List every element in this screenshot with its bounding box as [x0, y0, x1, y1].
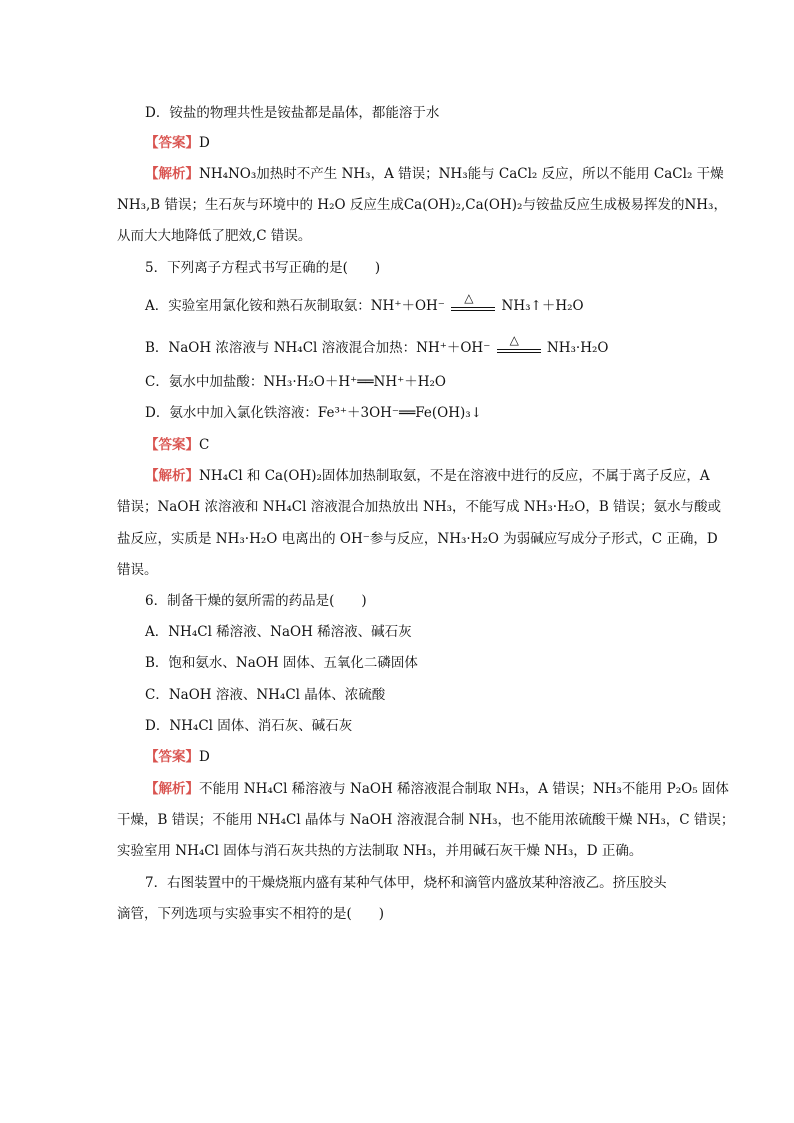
q4-explanation-line-3: 从而大大地降低了肥效,C 错误。 — [117, 228, 312, 244]
q6-explanation-line-2: 干燥，B 错误；不能用 NH₄Cl 晶体与 NaOH 溶液混合制 NH₃，也不能用浓硫酸干燥 NH₃，C 错误； — [117, 812, 735, 828]
explanation-tag: 【解析】 — [145, 781, 199, 797]
q6-stem: 6．制备干燥的氨所需的药品是( ) — [145, 593, 367, 609]
heat-condition-arrow — [495, 332, 543, 358]
q4-explanation-line-2: NH₃,B 错误；生石灰与环境中的 H₂O 反应生成Ca(OH)₂,Ca(OH)₂与铵盐反应生成极易挥发的NH₃， — [117, 197, 727, 213]
q5-option-a-right: NH₃↑＋H₂O — [501, 298, 584, 314]
answer-value: C — [199, 437, 210, 453]
q5-answer — [145, 436, 209, 454]
heat-triangle-icon: △ — [464, 290, 474, 305]
q6-option-a: A．NH₄Cl 稀溶液、NaOH 稀溶液、碱石灰 — [145, 624, 412, 640]
explanation-tag: 【解析】 — [145, 468, 199, 484]
q5-explanation-line-4: 错误。 — [117, 562, 158, 578]
answer-tag: 【答案】 — [145, 135, 199, 151]
q4-answer — [145, 134, 210, 152]
q5-option-b-left: B．NaOH 浓溶液与 NH₄Cl 溶液混合加热：NH⁺＋OH⁻ — [145, 340, 491, 356]
q7-stem-line-2: 滴管，下列选项与实验事实不相符的是( ) — [117, 906, 385, 922]
q5-option-a-left: A．实验室用氯化铵和熟石灰制取氨：NH⁺＋OH⁻ — [145, 298, 445, 314]
q6-explanation-line-1 — [145, 780, 729, 798]
q5-option-d: D．氨水中加入氯化铁溶液：Fe³⁺＋3OH⁻══Fe(OH)₃↓ — [145, 405, 483, 421]
q5-option-a — [145, 290, 584, 316]
q6-explanation-line-3: 实验室用 NH₄Cl 固体与消石灰共热的方法制取 NH₃，并用碱石灰干燥 NH₃，D 正确。 — [117, 843, 643, 859]
explanation-text: NH₄NO₃加热时不产生 NH₃，A 错误；NH₃能与 CaCl₂ 反应，所以不能用 CaCl₂ 干燥 — [199, 166, 724, 182]
q5-explanation-line-2: 错误；NaOH 浓溶液和 NH₄Cl 溶液混合加热放出 NH₃，不能写成 NH₃·H₂O，B 错误；氨水与酸或 — [117, 499, 722, 515]
q5-option-b-right: NH₃·H₂O — [546, 340, 609, 356]
q4-explanation-line-1 — [145, 165, 724, 183]
q6-option-b: B．饱和氨水、NaOH 固体、五氧化二磷固体 — [145, 655, 418, 671]
q5-explanation-line-1 — [145, 467, 710, 485]
q5-option-b — [145, 332, 609, 358]
q6-option-c: C．NaOH 溶液、NH₄Cl 晶体、浓硫酸 — [145, 687, 386, 703]
heat-triangle-icon: △ — [509, 332, 519, 347]
explanation-tag: 【解析】 — [145, 166, 199, 182]
q6-answer — [145, 748, 210, 766]
q5-explanation-line-3: 盐反应，实质是 NH₃·H₂O 电离出的 OH⁻参与反应，NH₃·H₂O 为弱碱应写成分子形式，C 正确，D — [117, 531, 718, 547]
explanation-text: NH₄Cl 和 Ca(OH)₂固体加热制取氨，不是在溶液中进行的反应，不属于离子反应，A — [199, 468, 710, 484]
answer-tag: 【答案】 — [145, 749, 199, 765]
explanation-text: 不能用 NH₄Cl 稀溶液与 NaOH 稀溶液混合制取 NH₃，A 错误；NH₃不能用 P₂O₅ 固体 — [199, 781, 729, 797]
q5-stem: 5．下列离子方程式书写正确的是( ) — [145, 260, 381, 276]
q4-option-d: D．铵盐的物理共性是铵盐都是晶体，都能溶于水 — [145, 105, 440, 121]
answer-tag: 【答案】 — [145, 437, 199, 453]
answer-value: D — [199, 749, 210, 765]
q6-option-d: D．NH₄Cl 固体、消石灰、碱石灰 — [145, 718, 353, 734]
q7-stem-line-1: 7．右图装置中的干燥烧瓶内盛有某种气体甲，烧杯和滴管内盛放某种溶液乙。挤压胶头 — [145, 875, 667, 891]
q5-option-c: C．氨水中加盐酸：NH₃·H₂O＋H⁺══NH⁺＋H₂O — [145, 374, 446, 390]
answer-value: D — [199, 135, 210, 151]
heat-condition-arrow — [449, 290, 497, 316]
